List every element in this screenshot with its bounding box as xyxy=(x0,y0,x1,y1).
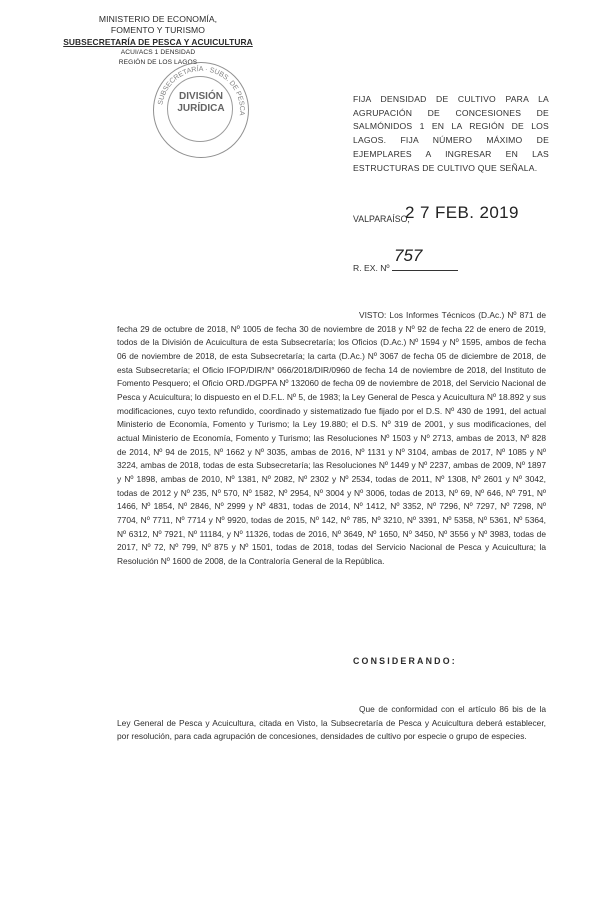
resolution-number: 757 xyxy=(394,246,423,265)
visto-paragraph: VISTO: Los Informes Técnicos (D.Ac.) Nº 871 de fecha 29 de octubre de 2018, Nº 1005 de fecha 30 de noviembre de 2018 y Nº 92 de fecha 22 de enero de 2019, todos de la División de Acuicultura de esta Subsecretaría; los Oficios (D.Ac.) Nº 1594 y Nº 1595, ambos de fecha 06 de noviembre de 2018, de esta Subsecretaría; la carta (D.Ac.) Nº 3067 de fecha 05 de diciembre de 2018, de esta Subsecretaría; el Oficio IFOP/DIR/N° 066/2018/DIR/0960 de fecha 14 de noviembre de 2018, del Instituto de Fomento Pesquero; el Oficio ORD./DGPFA Nº 132060 de fecha 09 de noviembre de 2018, del Servicio Nacional de Pesca y Acuicultura; lo dispuesto en el D.F.L. Nº 5, de 1983; la Ley General de Pesca y Acuicultura Nº 18.892 y sus modificaciones, cuyo texto refundido, coordinado y sistematizado fue fijado por el D.S. Nº 430 de 1991, del actual Ministerio de Economía, Fomento y Turismo; la Ley 19.880; el D.S. Nº 319 de 2001, y sus modificaciones, del actual Ministerio de Economía, Fomento y Turismo; las Resoluciones Nº 1503 y Nº 2713, ambas de 2013, Nº 828 de 2014, Nº 94 de 2015, Nº 1662 y Nº 3035, ambas de 2016, Nº 1131 y Nº 3104, ambas de 2017, Nº 1085 y Nº 3224, ambas de 2018, todas de esta Subsecretaría; las Resoluciones Nº 1449 y Nº 2237, ambas de 2009, Nº 1897 y Nº 1898, ambas de 2010, Nº 1381, Nº 2082, Nº 2302 y Nº 2534, todas de 2011, Nº 1308, Nº 2601 y Nº 3042, todas de 2012 y Nº 235, Nº 570, Nº 1582, Nº 2954, Nº 3004 y Nº 3006, todas de 2013, Nº 69, Nº 646, Nº 791, Nº 1466, Nº 1854, Nº 2846, Nº 2999 y Nº 4831, todas de 2014, Nº 1412, Nº 3352, Nº 7296, Nº 7297, Nº 7298, Nº 7704, Nº 7711, Nº 7714 y Nº 9920, todas de 2015, Nº 142, Nº 785, Nº 3210, Nº 3391, Nº 5358, Nº 5361, Nº 5364, Nº 6312, Nº 7921, Nº 11184, y Nº 11326, todas de 2016, Nº 3649, Nº 1650, Nº 3450, Nº 3556 y Nº 3983, todas de 2017, Nº 72, Nº 799, Nº 875 y Nº 1501, todas de 2018, todas del Servicio Nacional de Pesca y Acuicultura; la Resolución Nº 1600 de 2008, de la Contraloría General de la República. xyxy=(117,310,546,566)
considerando-section xyxy=(117,703,546,744)
considerando-paragraph: Que de conformidad con el artículo 86 bis de la Ley General de Pesca y Acuicultura, citada en Visto, la Subsecretaría de Pesca y Acuicultura deberá establecer, por resolución, para cada agrupación de concesiones, densidades de cultivo por especie o grupo de especies. xyxy=(117,704,546,742)
ministry-header xyxy=(58,14,258,67)
stamp-legal-label: JURÍDICA xyxy=(177,103,225,114)
region-name: REGIÓN DE LOS LAGOS xyxy=(118,58,198,66)
undersecretariat-name: SUBSECRETARÍA DE PESCA Y ACUICULTURA xyxy=(63,36,253,47)
resolution-date: 2 7 FEB. 2019 xyxy=(405,203,519,222)
stamp-ring-text: SUBSECRETARÍA · SUBS. DE PESCA xyxy=(157,65,246,116)
resolution-number-line xyxy=(392,270,458,271)
ministry-name-2: FOMENTO Y TURISMO xyxy=(110,25,206,36)
legal-division-stamp xyxy=(153,62,249,158)
resolution-title: FIJA DENSIDAD DE CULTIVO PARA LA AGRUPACIÓN DE CONCESIONES DE SALMÓNIDOS 1 EN LA REGIÓN DE LOS LAGOS. FIJA NÚMERO MÁXIMO DE EJEMPLARES A INGRESAR EN LAS ESTRUCTURAS DE CULTIVO QUE SEÑALA. xyxy=(353,94,549,173)
resolution-number-field xyxy=(353,263,458,273)
stamp-division-label: DIVISIÓN xyxy=(179,91,223,102)
place-label: VALPARAÍSO, xyxy=(353,214,410,224)
considerando-heading: CONSIDERANDO: xyxy=(353,656,457,666)
stamp-center-text xyxy=(154,91,248,115)
resolution-number-label: R. EX. Nº xyxy=(353,263,390,273)
ministry-name: MINISTERIO DE ECONOMÍA, xyxy=(98,14,218,24)
visto-section xyxy=(117,309,546,568)
file-reference: ACUI/ACS 1 DENSIDAD xyxy=(120,49,196,57)
